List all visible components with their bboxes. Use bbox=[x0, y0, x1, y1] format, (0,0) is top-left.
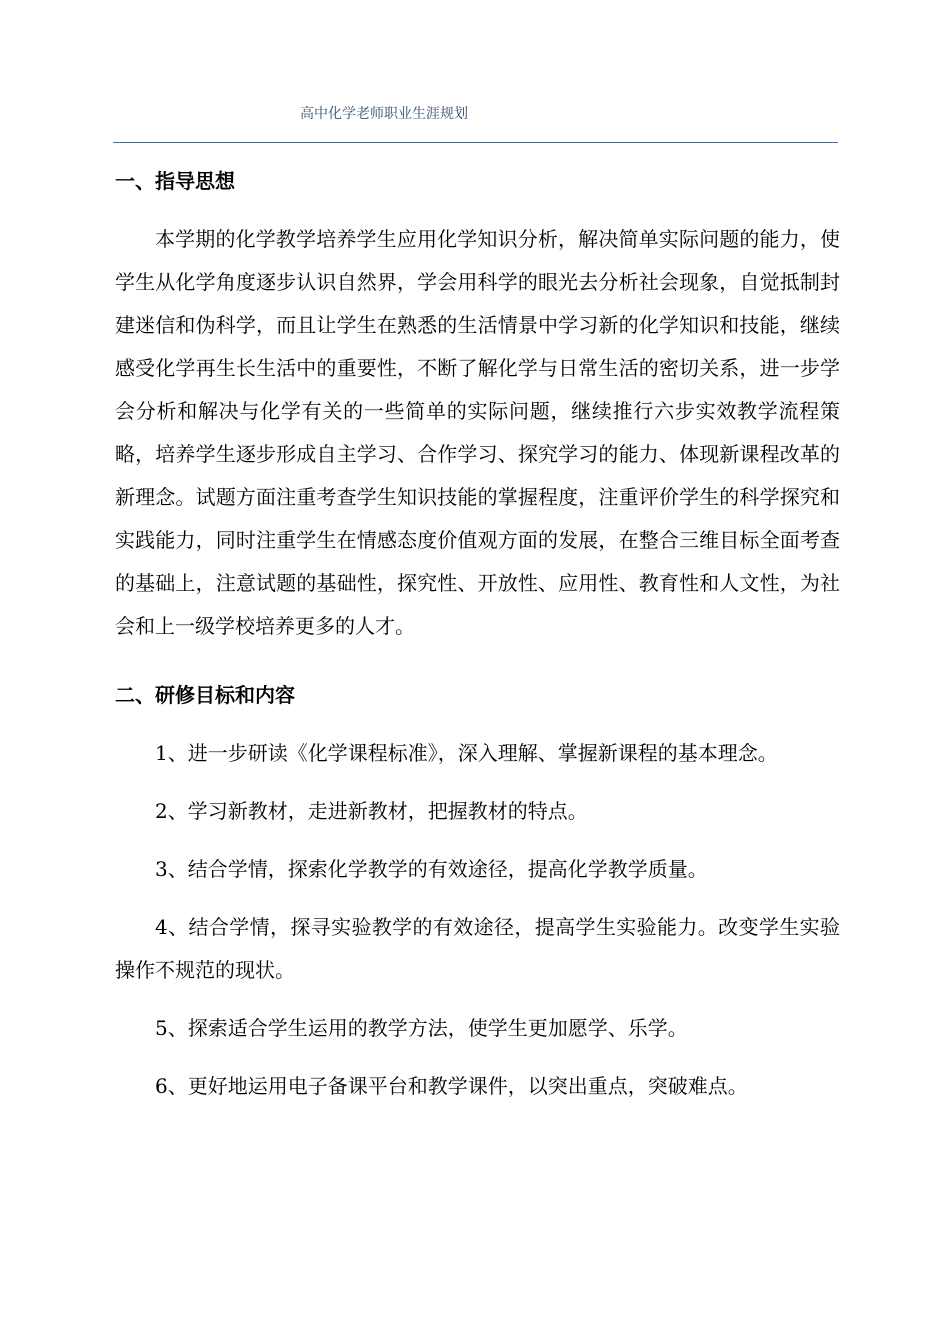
list-item-goal-3: 3、结合学情，探索化学教学的有效途径，提高化学教学质量。 bbox=[155, 857, 708, 881]
list-item-goal-2: 2、学习新教材，走进新教材，把握教材的特点。 bbox=[155, 799, 588, 823]
list-item-goal-4: 4、结合学情，探寻实验教学的有效途径，提高学生实验能力。改变学生实验操作不规范的现状。 bbox=[115, 915, 840, 982]
section-heading-study-goals: 二、研修目标和内容 bbox=[115, 683, 295, 707]
document-body bbox=[115, 160, 840, 1108]
section-heading-guiding-ideology: 一、指导思想 bbox=[115, 169, 235, 193]
header-divider bbox=[113, 142, 838, 143]
list-item-goal-1: 1、进一步研读《化学课程标准》，深入理解、掌握新课程的基本理念。 bbox=[155, 741, 778, 765]
list-item-goal-5: 5、探索适合学生运用的教学方法，使学生更加愿学、乐学。 bbox=[155, 1016, 688, 1040]
paragraph-guiding-ideology: 本学期的化学教学培养学生应用化学知识分析，解决简单实际问题的能力，使学生从化学角度逐步认识自然界，学会用科学的眼光去分析社会现象，自觉抵制封建迷信和伪科学，而且让学生在熟悉的生活情景中学习新的化学知识和技能，继续感受化学再生长生活中的重要性，不断了解化学与日常生活的密切关系，进一步学会分析和解决与化学有关的一些简单的实际问题，继续推行六步实效教学流程策略，培养学生逐步形成自主学习、合作学习、探究学习的能力、体现新课程改革的新理念。试题方面注重考查学生知识技能的掌握程度，注重评价学生的科学探究和实践能力，同时注重学生在情感态度价值观方面的发展，在整合三维目标全面考查的基础上，注意试题的基础性，探究性、开放性、应用性、教育性和人文性，为社会和上一级学校培养更多的人才。 bbox=[115, 227, 840, 638]
list-item-goal-6: 6、更好地运用电子备课平台和教学课件，以突出重点，突破难点。 bbox=[155, 1074, 748, 1098]
page-header-title: 高中化学老师职业生涯规划 bbox=[300, 106, 468, 122]
